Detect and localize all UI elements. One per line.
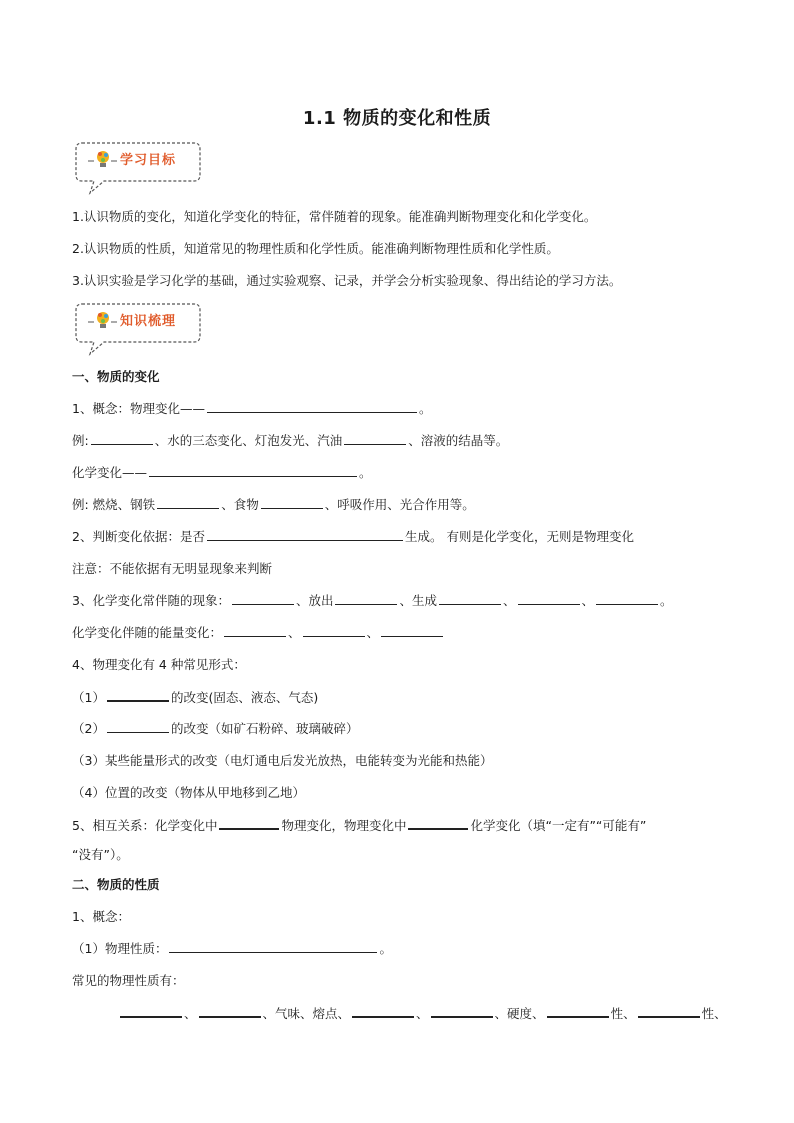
- answer-blank[interactable]: [638, 1004, 700, 1018]
- section-2-heading: 二、物质的性质: [72, 877, 160, 892]
- goal-3: 3.认识实验是学习化学的基础，通过实验观察、记录，并学会分析实验现象、得出结论的学习方法。: [72, 273, 622, 288]
- relationship: 5、相互关系：化学变化中 物理变化，物理变化中 化学变化（填“一定有”“可能有”: [72, 818, 647, 833]
- physical-property: （1）物理性质： 。: [72, 941, 392, 956]
- relationship-continued: “没有”）。: [72, 847, 129, 862]
- answer-blank[interactable]: [303, 624, 365, 637]
- goal-2: 2.认识物质的性质，知道常见的物理性质和化学性质。能准确判断物理性质和化学性质。: [72, 241, 559, 256]
- answer-blank[interactable]: [431, 1004, 493, 1018]
- page-title: 1.1 物质的变化和性质: [302, 108, 492, 129]
- judgement-basis: 2、判断变化依据：是否 生成。 有则是化学变化，无则是物理变化: [72, 529, 634, 544]
- answer-blank[interactable]: [344, 432, 406, 445]
- badge-label: 学习目标: [120, 153, 177, 168]
- badge-knowledge-review: [74, 302, 202, 352]
- answer-blank[interactable]: [547, 1004, 609, 1018]
- form-4: （4）位置的改变（物体从甲地移到乙地）: [72, 785, 305, 800]
- accompanying-phenomena: 3、化学变化常伴随的现象： 、放出 、生成 、 、 。: [72, 593, 673, 608]
- answer-blank[interactable]: [261, 496, 323, 509]
- answer-blank[interactable]: [381, 624, 443, 637]
- form-1: （1） 的改变(固态、液态、气态): [72, 690, 319, 705]
- section-1-heading: 一、物质的变化: [72, 369, 160, 384]
- answer-blank[interactable]: [91, 432, 153, 445]
- answer-blank[interactable]: [157, 496, 219, 509]
- answer-blank[interactable]: [224, 624, 286, 637]
- concept-chemical-change: 化学变化—— 。: [72, 465, 372, 480]
- common-physical-properties: 常见的物理性质有：: [72, 973, 185, 988]
- answer-blank[interactable]: [149, 464, 357, 477]
- energy-changes: 化学变化伴随的能量变化： 、 、: [72, 624, 445, 642]
- goal-1: 1.认识物质的变化，知道化学变化的特征，常伴随着的现象。能准确判断物理变化和化学变化。: [72, 209, 597, 224]
- badge-label: 知识梳理: [120, 314, 177, 329]
- answer-blank[interactable]: [352, 1004, 414, 1018]
- answer-blank[interactable]: [120, 1004, 182, 1018]
- section-2-concept: 1、概念：: [72, 909, 130, 924]
- answer-blank[interactable]: [408, 816, 468, 830]
- answer-blank[interactable]: [107, 720, 169, 733]
- answer-blank[interactable]: [169, 940, 377, 953]
- answer-blank[interactable]: [439, 592, 501, 605]
- answer-blank[interactable]: [219, 816, 279, 830]
- answer-blank[interactable]: [596, 592, 658, 605]
- form-3: （3）某些能量形式的改变（电灯通电后发光放热，电能转变为光能和热能）: [72, 753, 493, 768]
- physical-property-list: 、 、气味、熔点、 、 、硬度、 性、 性、: [118, 1004, 727, 1023]
- answer-blank[interactable]: [107, 688, 169, 702]
- answer-blank[interactable]: [335, 592, 397, 605]
- note: 注意：不能依据有无明显现象来判断: [72, 561, 273, 576]
- badge-learning-goals: [74, 141, 202, 191]
- chemical-change-examples: 例: 燃烧、钢铁 、食物 、呼吸作用、光合作用等。: [72, 497, 475, 512]
- form-2: （2） 的改变（如矿石粉碎、玻璃破碎）: [72, 721, 359, 736]
- answer-blank[interactable]: [207, 400, 417, 413]
- physical-change-examples: 例: 、水的三态变化、灯泡发光、汽油 、溶液的结晶等。: [72, 433, 509, 448]
- answer-blank[interactable]: [232, 592, 294, 605]
- concept-physical-change: 1、概念：物理变化—— 。: [72, 401, 432, 416]
- answer-blank[interactable]: [518, 592, 580, 605]
- answer-blank[interactable]: [199, 1004, 261, 1018]
- answer-blank[interactable]: [207, 528, 403, 541]
- physical-change-forms-heading: 4、物理变化有 4 种常见形式：: [72, 657, 246, 672]
